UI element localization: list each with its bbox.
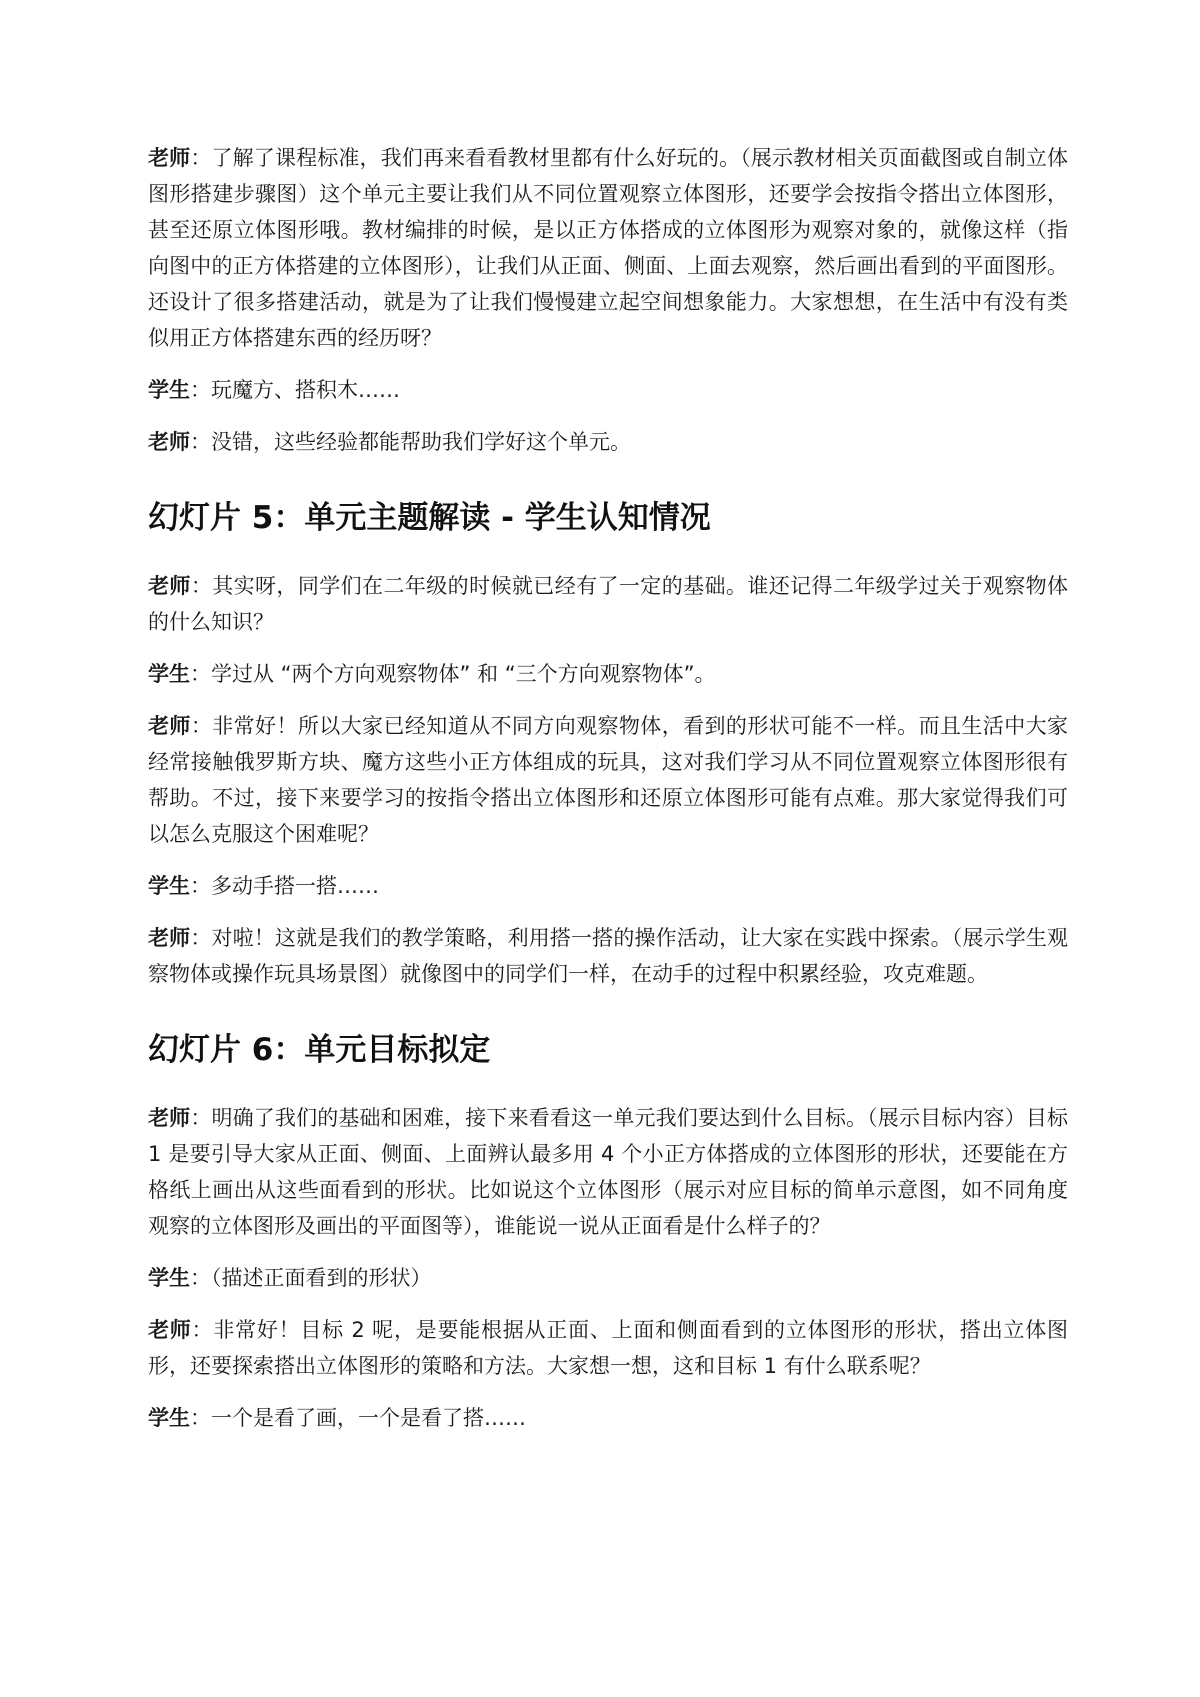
speaker-label: 学生 <box>148 874 190 898</box>
dialogue-text: ：一个是看了画，一个是看了搭…… <box>190 1406 526 1430</box>
dialogue-line <box>148 568 1068 640</box>
section-slide-5 <box>148 496 1068 992</box>
dialogue-text: ：玩魔方、搭积木…… <box>190 378 400 402</box>
dialogue-line <box>148 868 1068 904</box>
section-slide-6 <box>148 1028 1068 1436</box>
dialogue-line <box>148 372 1068 408</box>
dialogue-text: ：对啦！这就是我们的教学策略，利用搭一搭的操作活动，让大家在实践中探索。（展示学生观察物体或操作玩具场景图）就像图中的同学们一样，在动手的过程中积累经验，攻克难题。 <box>148 926 1069 986</box>
speaker-label: 老师 <box>148 146 191 170</box>
dialogue-text: ：非常好！所以大家已经知道从不同方向观察物体，看到的形状可能不一样。而且生活中大家经常接触俄罗斯方块、魔方这些小正方体组成的玩具，这对我们学习从不同位置观察立体图形很有帮助。不过，接下来要学习的按指令搭出立体图形和还原立体图形可能有点难。那大家觉得我们可以怎么克服这个困难呢？ <box>148 714 1068 846</box>
dialogue-line <box>148 424 1068 460</box>
dialogue-text: ：明确了我们的基础和困难，接下来看看这一单元我们要达到什么目标。（展示目标内容）目标 1 是要引导大家从正面、侧面、上面辨认最多用 4 个小正方体搭成的立体图形的形状，还要能在方格纸上画出从这些面看到的形状。比如说这个立体图形（展示对应目标的简单示意图，如不同角度观察的立体图形及画出的平面图等），谁能说一说从正面看是什么样子的？ <box>148 1106 1069 1238</box>
speaker-label: 老师 <box>148 926 191 950</box>
dialogue-line <box>148 708 1068 852</box>
speaker-label: 学生 <box>148 378 190 402</box>
dialogue-line <box>148 1312 1068 1384</box>
speaker-label: 老师 <box>148 714 191 738</box>
speaker-label: 老师 <box>148 574 191 598</box>
speaker-label: 老师 <box>148 1106 191 1130</box>
document-page <box>148 140 1068 1452</box>
speaker-label: 学生 <box>148 662 190 686</box>
dialogue-text: ：没错，这些经验都能帮助我们学好这个单元。 <box>190 430 631 454</box>
dialogue-line <box>148 140 1068 356</box>
dialogue-line <box>148 656 1068 692</box>
dialogue-text: ：多动手搭一搭…… <box>190 874 379 898</box>
dialogue-text: ：非常好！目标 2 呢，是要能根据从正面、上面和侧面看到的立体图形的形状，搭出立体图形，还要探索搭出立体图形的策略和方法。大家想一想，这和目标 1 有什么联系呢？ <box>148 1318 1068 1378</box>
dialogue-line <box>148 1400 1068 1436</box>
speaker-label: 学生 <box>148 1406 190 1430</box>
speaker-label: 老师 <box>148 1318 192 1342</box>
speaker-label: 老师 <box>148 430 190 454</box>
dialogue-text: ：其实呀，同学们在二年级的时候就已经有了一定的基础。谁还记得二年级学过关于观察物体的什么知识？ <box>148 574 1068 634</box>
dialogue-text: ：（描述正面看到的形状） <box>190 1266 432 1290</box>
dialogue-line <box>148 1100 1068 1244</box>
speaker-label: 学生 <box>148 1266 190 1290</box>
dialogue-line <box>148 1260 1068 1296</box>
section-intro <box>148 140 1068 460</box>
section-heading: 幻灯片 5：单元主题解读 - 学生认知情况 <box>148 500 711 536</box>
section-heading: 幻灯片 6：单元目标拟定 <box>148 1032 491 1068</box>
dialogue-text: ：学过从 “两个方向观察物体” 和 “三个方向观察物体”。 <box>190 662 716 686</box>
dialogue-line <box>148 920 1068 992</box>
dialogue-text: ：了解了课程标准，我们再来看看教材里都有什么好玩的。（展示教材相关页面截图或自制立体图形搭建步骤图）这个单元主要让我们从不同位置观察立体图形，还要学会按指令搭出立体图形，甚至还原立体图形哦。教材编排的时候，是以正方体搭成的立体图形为观察对象的，就像这样（指向图中的正方体搭建的立体图形），让我们从正面、侧面、上面去观察，然后画出看到的平面图形。还设计了很多搭建活动，就是为了让我们慢慢建立起空间想象能力。大家想想，在生活中有没有类似用正方体搭建东西的经历呀？ <box>148 146 1069 350</box>
